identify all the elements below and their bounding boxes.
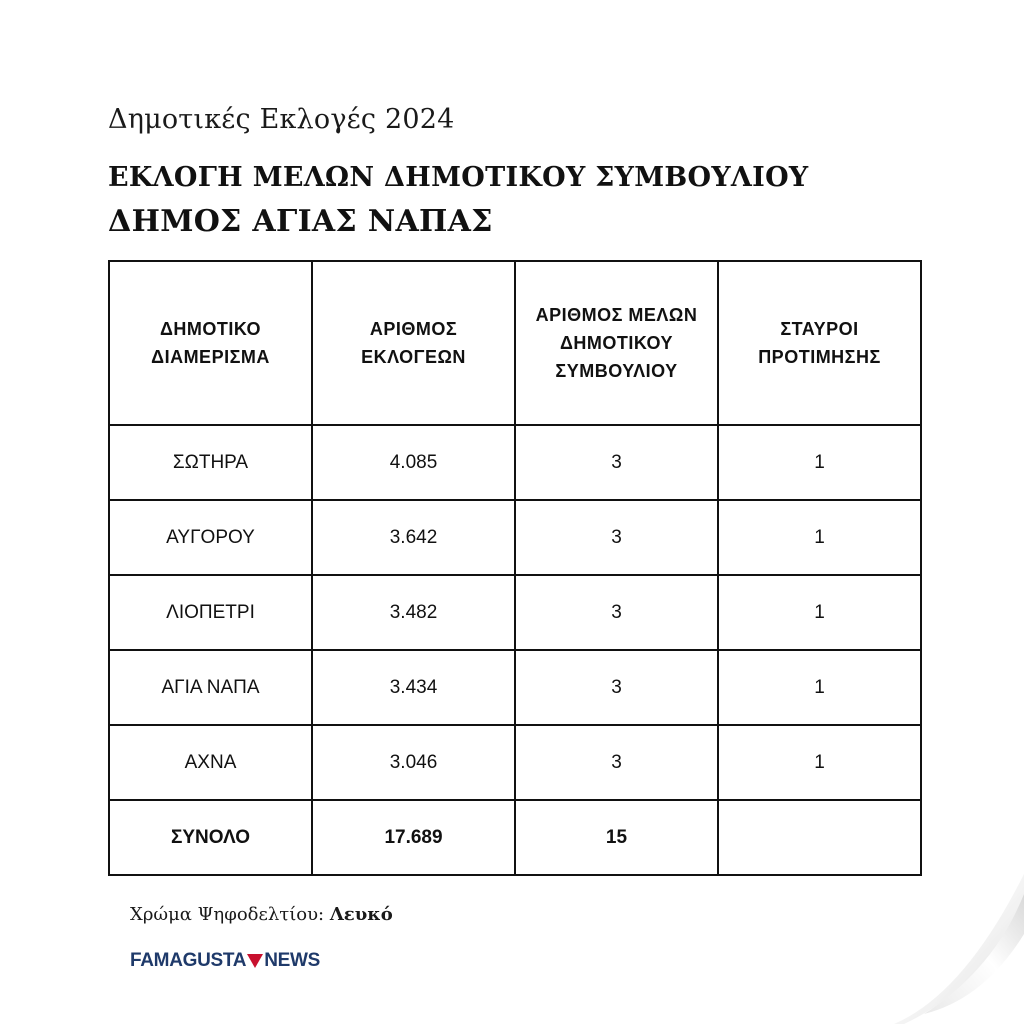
table-row [109, 725, 921, 800]
cell-district: ΣΩΤΗΡΑ [109, 425, 312, 500]
header-council-members: ΑΡΙΘΜΟΣ ΜΕΛΩΝ ΔΗΜΟΤΙΚΟΥ ΣΥΜΒΟΥΛΙΟΥ [515, 261, 718, 425]
ballot-color-label: Χρώμα Ψηφοδελτίου: [130, 904, 325, 925]
header-voters: ΑΡΙΘΜΟΣ ΕΚΛΟΓΕΩΝ [312, 261, 515, 425]
page-title: ΕΚΛΟΓΗ ΜΕΛΩΝ ΔΗΜΟΤΙΚΟΥ ΣΥΜΒΟΥΛΙΟΥ [108, 162, 809, 193]
results-table [108, 260, 922, 876]
cell-district: ΑΧΝΑ [109, 725, 312, 800]
cell-members: 3 [515, 725, 718, 800]
table-row [109, 575, 921, 650]
total-members: 15 [515, 800, 718, 875]
cell-preferences: 1 [718, 425, 921, 500]
municipality-title: ΔΗΜΟΣ ΑΓΙΑΣ ΝΑΠΑΣ [108, 204, 493, 239]
cell-preferences: 1 [718, 650, 921, 725]
logo-text-left: FAMAGUSTA [130, 950, 247, 971]
cell-members: 3 [515, 425, 718, 500]
header-preference-votes: ΣΤΑΥΡΟΙ ΠΡΟΤΙΜΗΣΗΣ [718, 261, 921, 425]
cell-preferences: 1 [718, 725, 921, 800]
cell-members: 3 [515, 650, 718, 725]
cell-voters: 3.642 [312, 500, 515, 575]
cell-members: 3 [515, 575, 718, 650]
table-row [109, 500, 921, 575]
cell-voters: 3.046 [312, 725, 515, 800]
cell-preferences: 1 [718, 500, 921, 575]
cell-voters: 3.482 [312, 575, 515, 650]
cell-preferences: 1 [718, 575, 921, 650]
total-voters: 17.689 [312, 800, 515, 875]
cell-district: ΛΙΟΠΕΤΡΙ [109, 575, 312, 650]
famagusta-news-logo [130, 950, 320, 972]
page-curl-icon [894, 874, 1024, 1024]
table-header-row [109, 261, 921, 425]
cell-voters: 3.434 [312, 650, 515, 725]
ballot-color-value: Λευκό [329, 904, 393, 925]
total-label: ΣΥΝΟΛΟ [109, 800, 312, 875]
table-row [109, 650, 921, 725]
cell-members: 3 [515, 500, 718, 575]
cell-voters: 4.085 [312, 425, 515, 500]
logo-triangle-icon [247, 954, 263, 968]
page-subtitle: Δημοτικές Εκλογές 2024 [108, 104, 455, 135]
header-district: ΔΗΜΟΤΙΚΟ ΔΙΑΜΕΡΙΣΜΑ [109, 261, 312, 425]
table-row [109, 425, 921, 500]
cell-district: ΑΥΓΟΡΟΥ [109, 500, 312, 575]
total-preferences [718, 800, 921, 875]
cell-district: ΑΓΙΑ ΝΑΠΑ [109, 650, 312, 725]
table-total-row [109, 800, 921, 875]
logo-text-right: NEWS [264, 950, 321, 971]
ballot-color-note [130, 904, 393, 925]
